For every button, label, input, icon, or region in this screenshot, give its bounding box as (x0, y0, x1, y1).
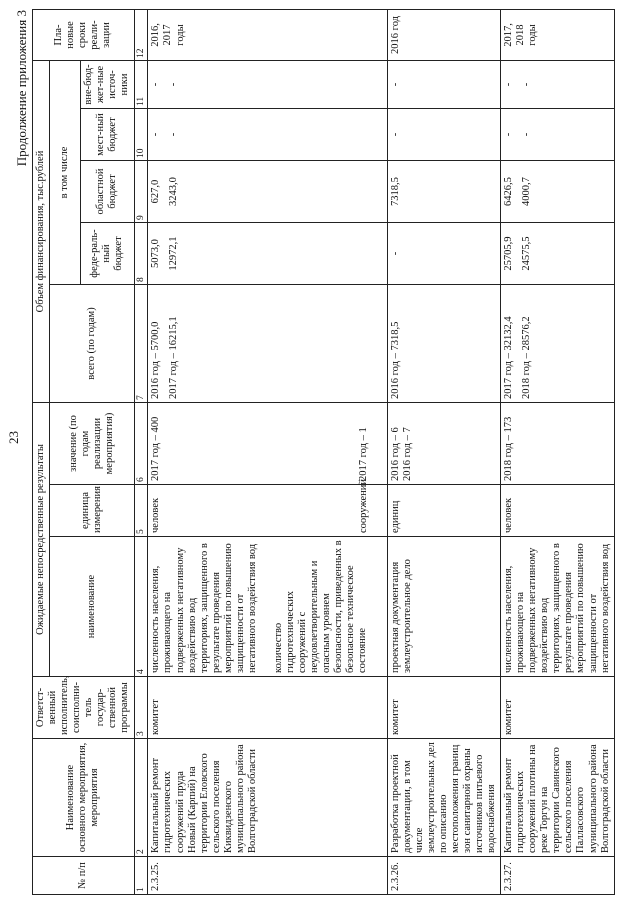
result-value: 2016 год – 6 2016 год – 7 (387, 403, 501, 485)
result-unit: человек (501, 485, 615, 537)
result-unit: сооружений (358, 478, 370, 533)
col-number: 12 (134, 9, 148, 60)
col-number: 10 (134, 109, 148, 161)
extra-value: - (521, 82, 533, 87)
header-result-name: наименование (50, 537, 134, 677)
row-event-name: Капитальный ремонт гидротехнических сооружений пруда Новый (Карпий) на территории Еловского сельского поселения Киквидзенского муниципального района Волгоградской области (148, 739, 387, 857)
extra-value: - (503, 82, 515, 87)
column-numbers-row (134, 9, 148, 894)
total-year: 2017 год – 16215,1 (168, 316, 180, 399)
col-number: 3 (134, 677, 148, 739)
header-extra: вне-бюд-жет-ные источ-ники (81, 60, 134, 108)
row-total (501, 285, 615, 403)
local-value: - (387, 109, 501, 161)
row-regional (148, 161, 387, 223)
page-number: 23 (6, 431, 21, 444)
row-extra (148, 60, 387, 108)
federal-value: 12972,1 (168, 236, 180, 271)
row-local (148, 109, 387, 161)
header-federal: феде-раль-ный бюджет (81, 223, 134, 285)
total-year: 2017 год – 32132,4 (503, 316, 515, 399)
header-funding-group: Объем финансирования, тыс.рублей (33, 60, 50, 402)
header-value: значение (по годам реализации мероприятия) (50, 403, 134, 485)
local-value: - (521, 132, 533, 137)
header-executor: Ответст-венный исполнитель, соисполни-тель государ-ственной программы (33, 677, 135, 739)
header-number: № п/п (33, 857, 135, 895)
regional-value: 3243,0 (168, 177, 180, 206)
row-event-name: Капитальный ремонт гидротехнических сооружений плотины на реке Торгун на территории Савинского сельского поселения Палласовского муниципального района Волгоградской области (501, 739, 615, 857)
funding-table (32, 9, 615, 895)
federal-value: 24575,5 (521, 236, 533, 271)
table-row (501, 9, 615, 894)
federal-value: 5073,0 (150, 239, 162, 268)
result-name: проектная документация землеустроительное дело (387, 537, 501, 677)
extra-value: - (387, 60, 501, 108)
header-terms: Пла-новые сроки реали-зации (33, 9, 135, 60)
extra-value: - (168, 82, 180, 87)
col-number: 6 (134, 403, 148, 485)
row-regional (501, 161, 615, 223)
row-federal (501, 223, 615, 285)
result-unit: единиц (387, 485, 501, 537)
row-number: 2.3.27. (501, 857, 615, 895)
row-total (148, 285, 387, 403)
row-local (501, 109, 615, 161)
col-number: 8 (134, 223, 148, 285)
total-year: 2016 год – 5700,0 (150, 321, 162, 399)
local-value: - (168, 132, 180, 137)
regional-value: 7318,5 (387, 161, 501, 223)
header-local: мест-ный бюджет (81, 109, 134, 161)
col-number: 5 (134, 485, 148, 537)
row-executor: комитет (387, 677, 501, 739)
row-number: 2.3.25. (148, 857, 387, 895)
row-number: 2.3.26. (387, 857, 501, 895)
row-executor: комитет (501, 677, 615, 739)
col-number: 7 (134, 285, 148, 403)
federal-value: 25705,9 (503, 236, 515, 271)
result-value: 2017 год – 1 (358, 427, 370, 481)
header-including: в том числе (50, 60, 81, 284)
col-number: 2 (134, 739, 148, 857)
row-extra (501, 60, 615, 108)
regional-value: 4000,7 (521, 177, 533, 206)
row-result-names (148, 537, 387, 677)
row-result-values (148, 403, 387, 485)
extra-value: - (150, 82, 162, 87)
regional-value: 6426,5 (503, 177, 515, 206)
header-total: всего (по годам) (50, 285, 134, 403)
result-name: количество гидротехнических сооружений с неудовлетворительным и опасным уровнем безопасности, приведенных в безопасное техническое состояние (272, 540, 369, 673)
header-results-group: Ожидаемые непосредственные результаты (33, 403, 50, 677)
row-terms: 2017, 2018 годы (501, 9, 615, 60)
result-name: численность населения, проживающего на подверженных негативному воздействию вод территориях, защищенного в результате проведения мероприятий по повышению защищенности от негативного воздействия вод (150, 543, 258, 673)
header-event-name: Наименование основного мероприятия, мероприятия (33, 739, 135, 857)
header-regional: областной бюджет (81, 161, 134, 223)
row-executor: комитет (148, 677, 387, 739)
result-value: 2018 год – 173 (501, 403, 615, 485)
regional-value: 627,0 (150, 179, 162, 204)
col-number: 4 (134, 537, 148, 677)
col-number: 1 (134, 857, 148, 895)
table-row (148, 9, 387, 894)
row-federal (148, 223, 387, 285)
row-event-name: Разработка проектной документации, в том числе землеустроительных дел по описанию местоположения границ зон санитарной охраны источников питьевого водоснабжения (387, 739, 501, 857)
result-value: 2017 год – 400 (150, 416, 162, 481)
total-year: 2018 год – 28576,2 (521, 316, 533, 399)
total-year: 2016 год – 7318,5 (387, 285, 501, 403)
row-terms: 2016 год (387, 9, 501, 60)
row-result-units (148, 478, 387, 537)
result-name: численность населения, проживающего на подверженных негативному воздействию вод территориях, защищенного в результате проведения мероприятий по повышению защищенности от негативного воздействия вод (501, 537, 615, 677)
row-terms: 2016, 2017 годы (148, 9, 387, 60)
result-unit: человек (150, 497, 162, 533)
local-value: - (503, 132, 515, 137)
header-unit: единица измерения (50, 485, 134, 537)
col-number: 11 (134, 60, 148, 108)
table-caption: Продолжение приложения 3 (14, 10, 29, 167)
local-value: - (150, 132, 162, 137)
federal-value: - (387, 223, 501, 285)
table-row (387, 9, 501, 894)
col-number: 9 (134, 161, 148, 223)
